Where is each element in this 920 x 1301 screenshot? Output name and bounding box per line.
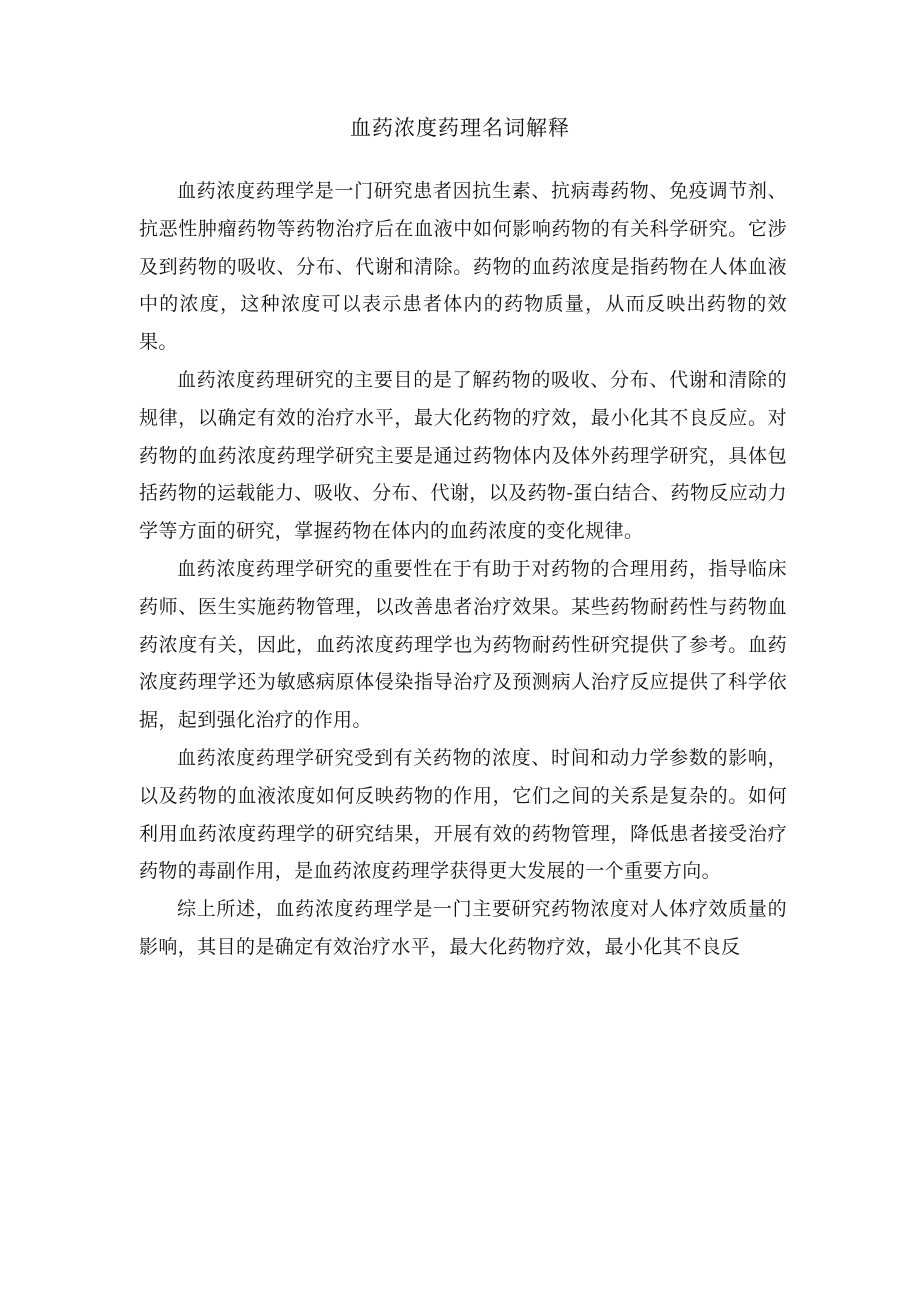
paragraph-2: 血药浓度药理研究的主要目的是了解药物的吸收、分布、代谢和清除的规律，以确定有效的治疗水平，最大化药物的疗效，最小化其不良反应。对药物的血药浓度药理学研究主要是通过药物体内及体外药理学研究，具体包括药物的运载能力、吸收、分布、代谢，以及药物-蛋白结合、药物反应动力学等方面的研究，掌握药物在体内的血药浓度的变化规律。 <box>139 368 787 543</box>
document-body <box>139 173 787 967</box>
paragraph-1: 血药浓度药理学是一门研究患者因抗生素、抗病毒药物、免疫调节剂、抗恶性肿瘤药物等药物治疗后在血液中如何影响药物的有关科学研究。它涉及到药物的吸收、分布、代谢和清除。药物的血药浓度是指药物在人体血液中的浓度，这种浓度可以表示患者体内的药物质量，从而反映出药物的效果。 <box>139 180 787 354</box>
paragraph-3: 血药浓度药理学研究的重要性在于有助于对药物的合理用药，指导临床药师、医生实施药物管理，以改善患者治疗效果。某些药物耐药性与药物血药浓度有关，因此，血药浓度药理学也为药物耐药性研究提供了参考。血药浓度药理学还为敏感病原体侵染指导治疗及预测病人治疗反应提供了科学依据，起到强化治疗的作用。 <box>139 557 787 732</box>
paragraph-5: 综上所述，血药浓度药理学是一门主要研究药物浓度对人体疗效质量的影响，其目的是确定有效治疗水平，最大化药物疗效，最小化其不良反 <box>139 898 787 958</box>
paragraph-4: 血药浓度药理学研究受到有关药物的浓度、时间和动力学参数的影响，以及药物的血液浓度如何反映药物的作用，它们之间的关系是复杂的。如何利用血药浓度药理学的研究结果，开展有效的药物管理，降低患者接受治疗药物的毒副作用，是血药浓度药理学获得更大发展的一个重要方向。 <box>139 746 787 883</box>
document-title: 血药浓度药理名词解释 <box>350 116 570 140</box>
